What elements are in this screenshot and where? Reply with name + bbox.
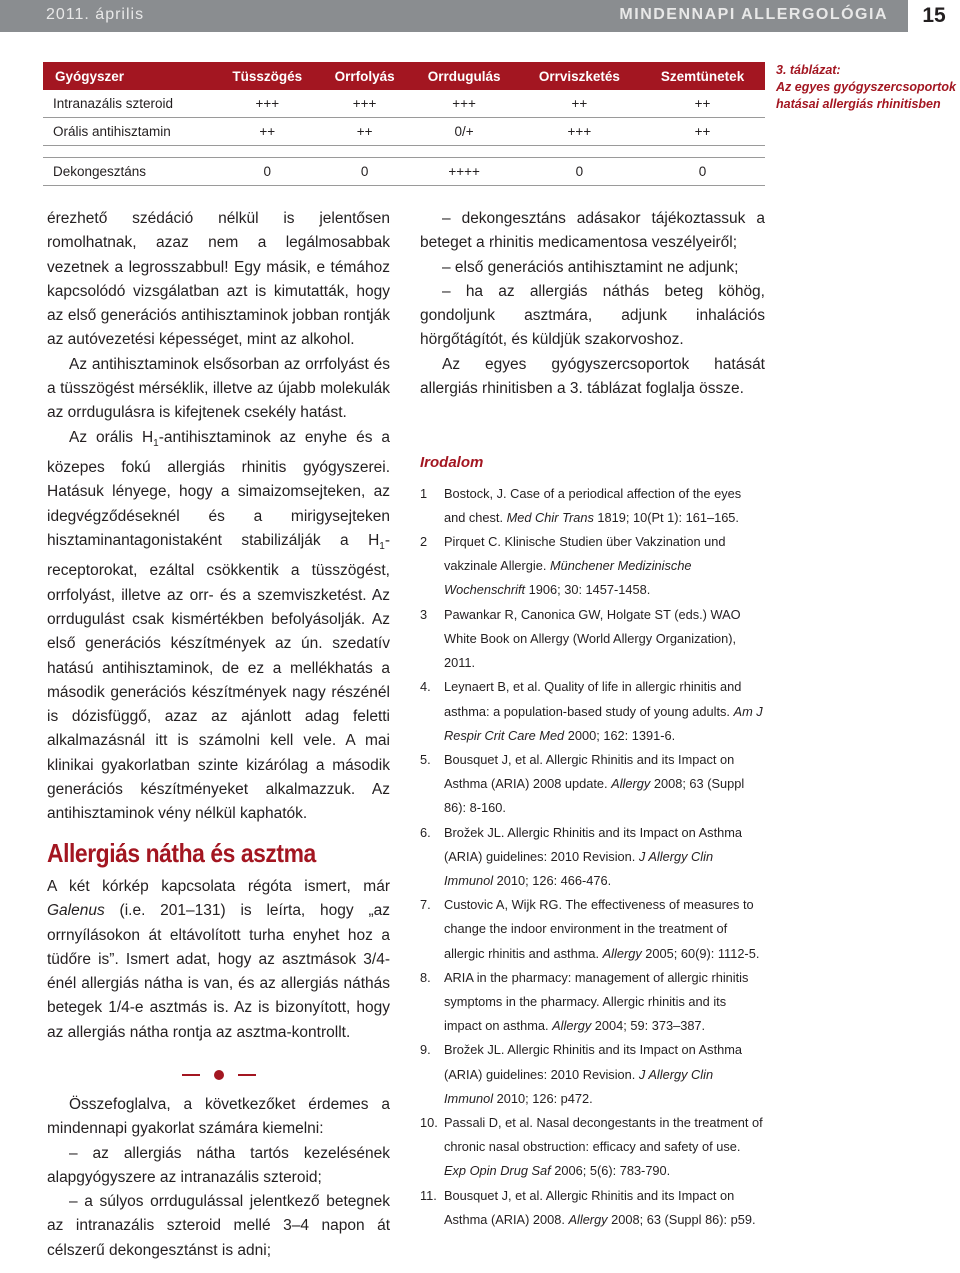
section-divider (47, 1063, 390, 1075)
table-cell: 0 (640, 158, 765, 186)
reference-item (420, 1111, 765, 1184)
table-cell: +++ (519, 118, 641, 146)
reference-number: 9. (420, 1042, 431, 1058)
reference-text: Custovic A, Wijk RG. The effectiveness of measures to change the indoor environment in the treatment of allergic rhinitis and asthma. Allergy 2005; 60(9): 1112-5. (444, 897, 760, 961)
table-cell: ++ (519, 90, 641, 118)
paragraph: Összefoglalva, a következőket érdemes a mindennapi gyakorlat számára kiemelni: (47, 1095, 390, 1138)
reference-text: Leynaert B, et al. Quality of life in allergic rhinitis and asthma: a population-based study of young adults. Am J Respir Crit Care Med 2000; 162: 1391-6. (444, 679, 763, 743)
reference-item (420, 530, 765, 603)
reference-item (420, 893, 765, 966)
reference-item (420, 1038, 765, 1111)
summary-item: – ha az allergiás náthás beteg köhög, gondoljunk asztmára, adjunk inhalációs hörgőtágítót, és küldjük szakorvoshoz. (420, 282, 765, 349)
drug-effects-table (43, 62, 765, 186)
page-number: 15 (908, 0, 960, 32)
table-row (43, 158, 765, 186)
summary-item: – első generációs antihisztamint ne adjunk; (442, 258, 739, 276)
paragraph: A két kórkép kapcsolata régóta ismert, már Galenus (i.e. 201–131) is leírta, hogy „az orrnyílásokon át eltávolított turha enyhet hoz a tüdőre is”. Ismert adat, hogy az asztmások 3/4-énél allergiás nátha is van, és az allergiás náthás betegek 1/4-e asztmás is. Az is bizonyított, hogy az allergiás nátha rontja az asztma-kontrollt. (47, 877, 390, 1041)
reference-text: Pirquet C. Klinische Studien über Vakzination und vakzinale Allergie. Münchener Medizinische Wochenschrift 1906; 30: 1457-1458. (444, 534, 726, 598)
table-cell: 0 (320, 158, 410, 186)
table-cell: 0 (519, 158, 641, 186)
paragraph: Az antihisztaminok elsősorban az orrfolyást és a tüsszögést mérséklik, illetve az újabb molekulák az orrdugulásra is kifejtenek csekély hatást. (47, 355, 390, 422)
table-spacer (43, 146, 765, 158)
col-header: Gyógyszer (43, 62, 215, 90)
table-cell: Dekongesztáns (43, 158, 215, 186)
reference-number: 5. (420, 751, 431, 767)
caption-title: 3. táblázat: (776, 63, 841, 77)
section-title: Allergiás nátha és asztma (47, 837, 316, 868)
page-header (0, 0, 960, 32)
reference-number: 8. (420, 969, 431, 985)
reference-number: 10. (420, 1114, 438, 1130)
table-cell: ++ (320, 118, 410, 146)
table-cell: +++ (215, 90, 320, 118)
reference-item (420, 821, 765, 894)
reference-number: 1 (420, 485, 428, 501)
reference-text: Bostock, J. Case of a periodical affection of the eyes and chest. Med Chir Trans 1819; 10(Pt 1): 161–165. (444, 485, 742, 525)
paragraph: Az egyes gyógyszercsoportok hatását allergiás rhinitisben a 3. táblázat foglalja össze. (420, 355, 765, 398)
reference-text: Pawankar R, Canonica GW, Holgate ST (eds.) WAO White Book on Allergy (World Allergy Organization), 2011. (444, 606, 741, 671)
left-column (47, 207, 390, 1263)
table-row (43, 90, 765, 118)
table-cell: Intranazális szteroid (43, 90, 215, 118)
right-column (420, 207, 765, 1232)
summary-item: – a súlyos orrdugulással jelentkező betegnek az intranazális szteroid mellé 3–4 napon át célszerű dekongesztánst is adni; (47, 1193, 390, 1259)
reference-item (420, 675, 765, 748)
table-cell: 0 (215, 158, 320, 186)
col-header: Tüsszögés (215, 62, 320, 90)
reference-number: 2 (420, 534, 428, 550)
reference-text: Bousquet J, et al. Allergic Rhinitis and its Impact on Asthma (ARIA) 2008 update. Allergy 2008; 63 (Suppl 86): 8-160. (444, 751, 745, 816)
summary-item: – az allergiás nátha tartós kezelésének alapgyógyszere az intranazális szteroid; (47, 1144, 390, 1186)
table-cell: 0/+ (410, 118, 519, 146)
table-cell: +++ (320, 90, 410, 118)
caption-text: Az egyes gyógyszercsoportok hatásai allergiás rhinitisben (776, 80, 956, 111)
reference-number: 7. (420, 897, 431, 913)
references-title: Irodalom (420, 454, 484, 472)
reference-item (420, 482, 765, 530)
table-cell: ++ (215, 118, 320, 146)
references-list (420, 482, 765, 1232)
reference-text: Passali D, et al. Nasal decongestants in the treatment of chronic nasal obstruction: efficacy and safety of use. Exp Opin Drug Saf 2006; 5(6): 783-790. (444, 1114, 763, 1179)
col-header: Orrdugulás (410, 62, 519, 90)
table-cell: ++ (640, 90, 765, 118)
table-caption (776, 62, 956, 113)
table-cell: ++++ (410, 158, 519, 186)
reference-item (420, 603, 765, 676)
reference-item (420, 748, 765, 821)
paragraph: Az orális $H_1$-antihisztaminok az enyhe és a közepes fokú allergiás rhinitis gyógyszerei. Hatásuk lényege, hogy a simaizomsejteken, az idegvégződéseknél és a mirigysejteken hisztaminantagonistaként stabilizálják a $H_1$-receptorokat, ezáltal csökkentik a tüsszögést, orrfolyást, illetve az orr- és a szemviszketést. Az orrdugulást csak kismértékben befolyásolják. Az első generációs készítmények az ún. szedatív hatású antihisztaminok, de ez a mellékhatás a második generációs készítmények nagy részénél is dózisfüggő, azaz az ajánlott adag feletti alkalmazásnál itt is számolni kell vele. A mai klinikai gyakorlatban szinte kizárólag a második generációs készítményeket alkalmazzuk. Az antihisztaminok vény nélkül kaphatók. (47, 428, 390, 823)
journal-title: MINDENNAPI ALLERGOLÓGIA (619, 6, 888, 23)
table-cell: ++ (640, 118, 765, 146)
reference-text: Brožek JL. Allergic Rhinitis and its Impact on Asthma (ARIA) guidelines: 2010 Revision. J Allergy Clin Immunol 2010; 126: p472. (444, 1042, 743, 1106)
reference-number: 3 (420, 606, 428, 622)
reference-item (420, 1184, 765, 1232)
reference-text: ARIA in the pharmacy: management of allergic rhinitis symptoms in the pharmacy. Allergic rhinitis and its impact on asthma. Allergy 2004; 59: 373–387. (444, 969, 749, 1034)
table-header-row (43, 62, 765, 90)
reference-number: 6. (420, 824, 431, 840)
issue-date: 2011. április (46, 6, 145, 23)
summary-item: – dekongesztáns adásakor tájékoztassuk a beteget a rhinitis medicamentosa veszélyeiről; (420, 210, 765, 252)
reference-number: 11. (420, 1187, 437, 1203)
col-header: Szemtünetek (640, 62, 765, 90)
table-cell: Orális antihisztamin (43, 118, 215, 146)
reference-number: 4. (420, 679, 431, 695)
col-header: Orrfolyás (320, 62, 410, 90)
col-header: Orrviszketés (519, 62, 641, 90)
reference-item (420, 966, 765, 1039)
paragraph: érezhető szédáció nélkül is jelentősen romolhatnak, azaz nem a legálmosabbak vezetnek a legrosszabbul! Egy másik, e témához kapcsolódó vizsgálatban azt is kimutatták, hogy az első generációs antihisztaminok jobban rontják az autóvezetési képességet, mint az alkohol. (47, 210, 390, 349)
table-row (43, 118, 765, 146)
reference-text: Brožek JL. Allergic Rhinitis and its Impact on Asthma (ARIA) guidelines: 2010 Revision. J Allergy Clin Immunol 2010; 126: 466-476. (444, 824, 743, 888)
reference-text: Bousquet J, et al. Allergic Rhinitis and its Impact on Asthma (ARIA) 2008. Allergy 2008; 63 (Suppl 86): p59. (444, 1187, 756, 1227)
table-cell: +++ (410, 90, 519, 118)
